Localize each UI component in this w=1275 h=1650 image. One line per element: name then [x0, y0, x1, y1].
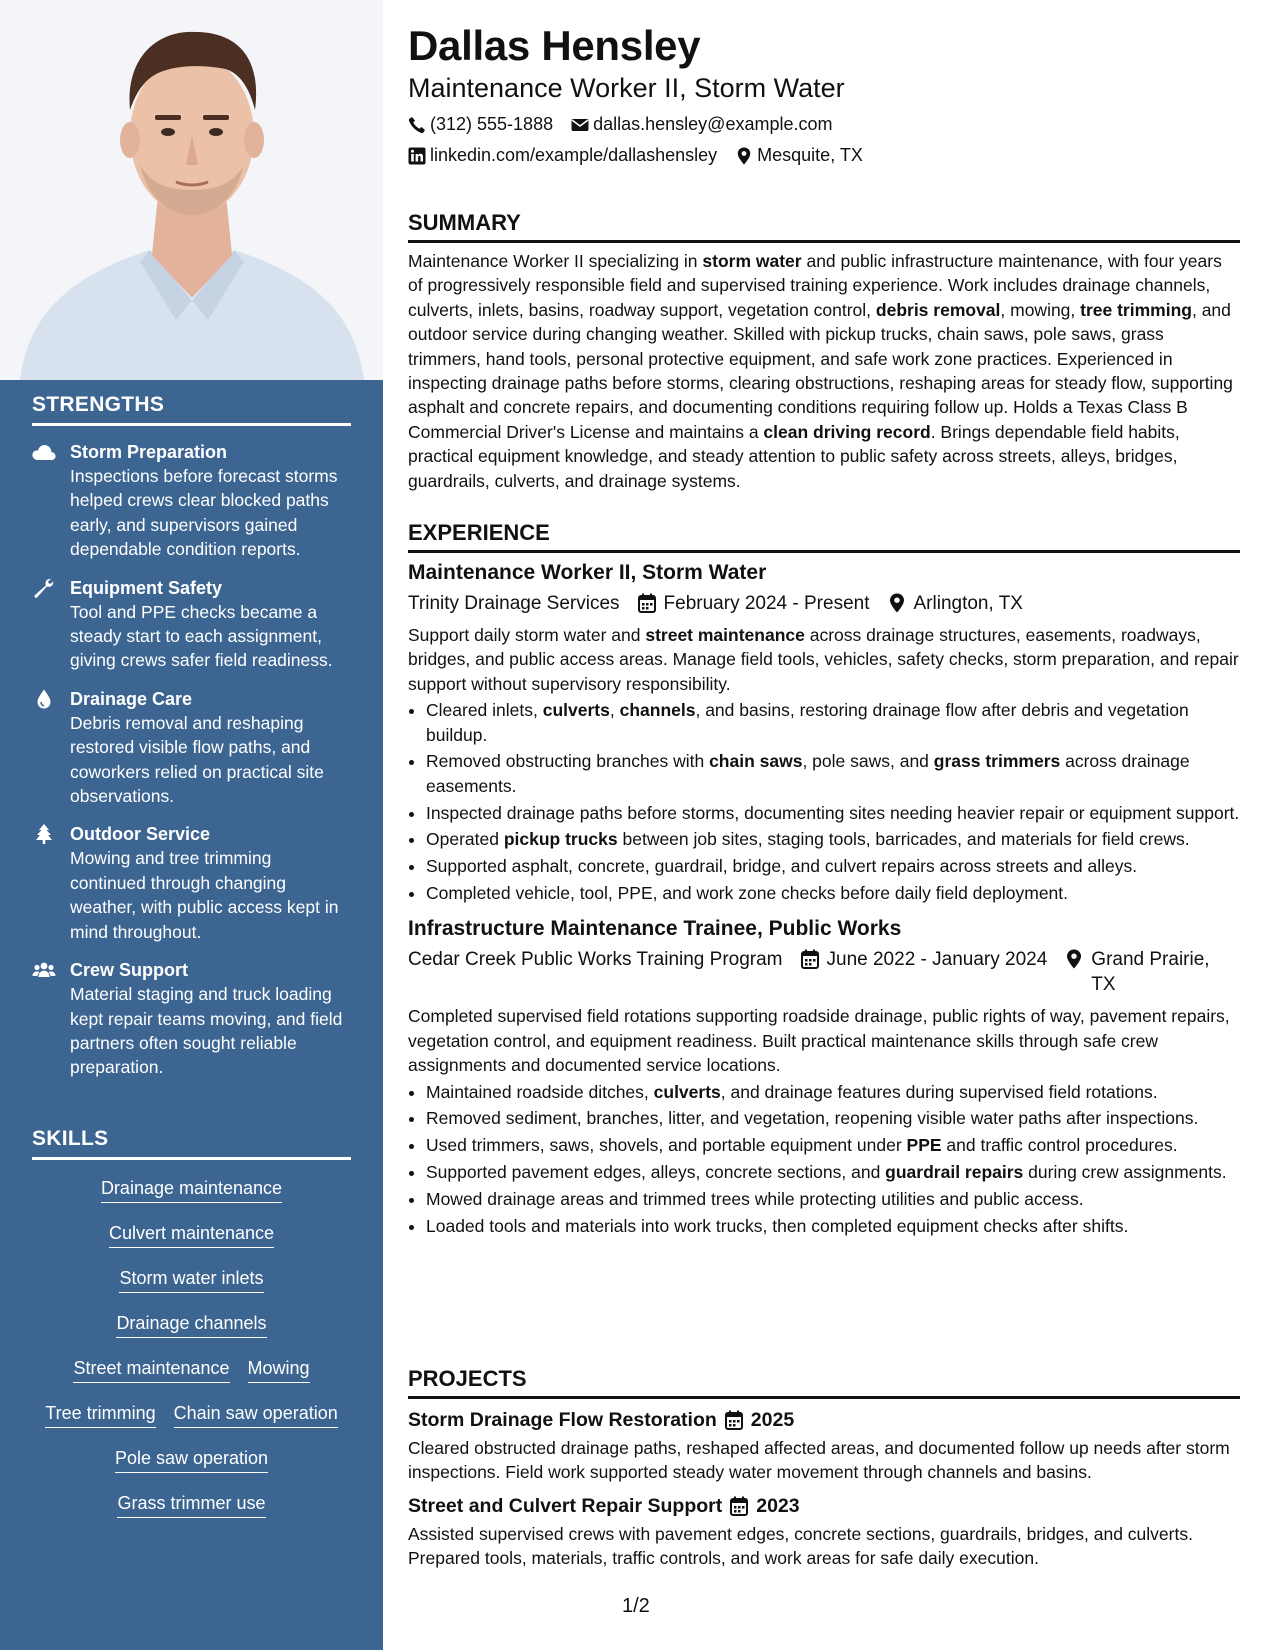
bullet-segment: Maintained roadside ditches,: [426, 1081, 654, 1102]
page-number: 1/2: [622, 1595, 650, 1617]
bullet-bold: PPE: [906, 1135, 942, 1156]
bullet-segment: Removed obstructing branches with: [426, 751, 710, 772]
summary-text-segment: , and outdoor service during changing weather. Skilled with pickup trucks, chain saws, pole saws, grass trimmers, hand tools, personal protective equipment, and safe work zone practices. Experienced in inspecting drainage paths before storms, clearing obstructions, reshaping areas for steady flow, supporting asphalt and concrete repairs, and documenting conditions requiring follow up. Holds a Texas Class B Commercial Driver's License and maintains a: [408, 299, 1233, 442]
skills-list: [32, 1168, 351, 1528]
calendar-icon: [638, 593, 656, 613]
skill-row: [32, 1303, 351, 1348]
skill-row: [32, 1258, 351, 1303]
skill-row: [32, 1168, 351, 1213]
bullet-segment: and traffic control procedures.: [941, 1135, 1178, 1156]
bullet-item: [426, 1106, 1240, 1130]
experience-title: EXPERIENCE: [408, 520, 1240, 553]
bullet-segment: , pole saws, and: [802, 751, 934, 772]
portrait-illustration: [0, 0, 383, 380]
job-meta: [408, 947, 1240, 997]
calendar-icon: [730, 1496, 748, 1516]
job-date-range: June 2022 - January 2024: [826, 949, 1048, 971]
skill-chip: Culvert maintenance: [109, 1221, 274, 1248]
bullet-item: [426, 1160, 1240, 1184]
summary-text: [408, 249, 1240, 493]
sidebar: [0, 0, 383, 1650]
bullet-bold: pickup trucks: [503, 829, 618, 850]
wrench-icon: [32, 578, 56, 598]
job-location-text: Arlington, TX: [913, 593, 1023, 614]
job-title: Infrastructure Maintenance Trainee, Public Works: [408, 917, 902, 941]
calendar-icon: [725, 1410, 743, 1430]
summary-text-bold: tree trimming: [1080, 299, 1192, 320]
strength-item: [32, 687, 351, 809]
summary-text-bold: clean driving record: [763, 421, 931, 442]
bullet-item: [426, 827, 1240, 851]
bullet-segment: Supported pavement edges, alleys, concrete sections, and: [426, 1162, 886, 1183]
bullet-bold: guardrail repairs: [885, 1162, 1024, 1183]
bullet-bold: grass trimmers: [933, 751, 1061, 772]
strengths-section: [32, 393, 351, 1080]
project-year: 2025: [750, 1409, 795, 1431]
summary-text-segment: , mowing,: [1000, 299, 1081, 320]
strength-title: Drainage Care: [70, 688, 193, 709]
strength-description: Tool and PPE checks became a steady start to each assignment, giving crews safer field readiness.: [70, 601, 333, 671]
bullet-item: [426, 749, 1240, 798]
job-location: [888, 591, 1023, 616]
bullet-segment: ,: [609, 700, 620, 721]
bullet-item: [426, 698, 1240, 747]
bullet-item: [426, 854, 1240, 878]
projects-title: PROJECTS: [408, 1366, 1240, 1399]
strength-item: [32, 958, 351, 1080]
bullet-segment: Completed vehicle, tool, PPE, and work zone checks before daily field deployment.: [426, 883, 1069, 904]
skill-chip: Mowing: [248, 1356, 310, 1383]
skill-chip: Drainage maintenance: [101, 1176, 282, 1203]
bullet-bold: channels: [619, 700, 696, 721]
strength-item: [32, 576, 351, 673]
skill-chip: Storm water inlets: [119, 1266, 263, 1293]
project-description: Assisted supervised crews with pavement edges, concrete sections, guardrails, bridges, and culverts. Prepared tools, materials, traffic controls, and work areas for safe daily execution.: [408, 1523, 1193, 1569]
summary-text-bold: debris removal: [875, 299, 1001, 320]
skill-chip: Chain saw operation: [174, 1401, 338, 1428]
skill-row: [32, 1213, 351, 1258]
skill-chip: Tree trimming: [45, 1401, 155, 1428]
summary-text-segment: Maintenance Worker II specializing in: [408, 251, 703, 271]
phone-icon: [408, 116, 426, 134]
job-description-bold: street maintenance: [645, 625, 805, 645]
strength-description: Debris removal and reshaping restored visible flow paths, and coworkers relied on practical site observations.: [70, 712, 324, 807]
project-name: Street and Culvert Repair Support: [408, 1494, 723, 1517]
droplet-icon: [32, 689, 56, 709]
company-name: Cedar Creek Public Works Training Program: [408, 949, 783, 971]
summary-section: [408, 210, 1240, 493]
bullet-segment: Removed sediment, branches, litter, and vegetation, reopening visible water paths after inspections.: [426, 1108, 1199, 1129]
bullet-item: [426, 1080, 1240, 1104]
project-entry: [408, 1493, 1240, 1571]
summary-text-segment: and public infrastructure maintenance, with four years of progressively responsible field and supervised training experience. Work includes drainage channels, culverts, inlets, basins, roadway support, vegetation control,: [408, 251, 1222, 320]
strength-description: Mowing and tree trimming continued through changing weather, with public access kept in mind throughout.: [70, 848, 339, 942]
job-description-segment: Completed supervised field rotations supporting roadside drainage, public rights of way, pavement repairs, vegetation control, and equipment readiness. Built practical maintenance skills through safe crew assignments and documented service locations.: [408, 1006, 1230, 1076]
company-name: Trinity Drainage Services: [408, 593, 620, 614]
job-dates: [638, 591, 870, 616]
job-dates: [801, 947, 1048, 972]
bullet-segment: Loaded tools and materials into work trucks, then completed equipment checks after shifts.: [426, 1215, 1129, 1236]
strength-title: Storm Preparation: [70, 442, 228, 462]
strengths-title: STRENGTHS: [32, 393, 351, 426]
projects-section: [408, 1366, 1240, 1571]
job-location-text: Grand Prairie, TX: [1091, 949, 1210, 996]
bullet-bold: culverts: [542, 700, 610, 721]
project-header: [408, 1407, 1240, 1433]
bullet-bold: chain saws: [709, 751, 803, 772]
job-date-range: February 2024 - Present: [663, 593, 870, 614]
candidate-title: Maintenance Worker II, Storm Water: [408, 73, 845, 103]
strength-item: [32, 440, 351, 562]
project-year: 2023: [756, 1494, 800, 1517]
skill-chip: Pole saw operation: [115, 1446, 268, 1473]
tree-icon: [32, 824, 56, 844]
bullet-item: [426, 1187, 1240, 1211]
skill-chip: Grass trimmer use: [117, 1491, 265, 1518]
project-description: Cleared obstructed drainage paths, reshaped affected areas, and documented follow up needs after storm inspections. Field work supported steady water movement through channels and basins.: [408, 1438, 1230, 1483]
strength-title: Crew Support: [70, 960, 189, 981]
profile-photo: [0, 0, 383, 380]
bullet-segment: Supported asphalt, concrete, guardrail, bridge, and culvert repairs across streets and alleys.: [426, 856, 1138, 877]
bullet-segment: , and drainage features during supervised field rotations.: [720, 1081, 1158, 1102]
job-company: [408, 591, 620, 616]
job-description-segment: Support daily storm water and: [408, 625, 646, 645]
strength-title: Outdoor Service: [70, 824, 211, 845]
bullet-segment: Operated: [426, 829, 504, 850]
contact-row-1: [408, 114, 832, 135]
bullet-bold: culverts: [653, 1081, 721, 1102]
summary-text-bold: storm water: [702, 251, 802, 271]
email-contact: [571, 114, 832, 135]
linkedin-contact: [408, 145, 717, 166]
map-pin-icon: [735, 147, 753, 165]
job-location: [1065, 947, 1213, 997]
strength-item: [32, 822, 351, 944]
map-pin-icon: [888, 593, 906, 613]
bullet-segment: Inspected drainage paths before storms, documenting sites needing heavier repair or equipment support.: [426, 802, 1240, 823]
users-icon: [32, 960, 56, 980]
phone-number[interactable]: (312) 555-1888: [430, 114, 554, 134]
skill-row: [32, 1483, 351, 1528]
job-title: Maintenance Worker II, Storm Water: [408, 561, 767, 584]
skill-row: [32, 1438, 351, 1483]
email-address[interactable]: dallas.hensley@example.com: [593, 114, 833, 134]
job-bullets: [408, 1080, 1240, 1238]
bullet-item: [426, 1214, 1240, 1238]
job-company: [408, 947, 783, 972]
skills-title: SKILLS: [32, 1127, 351, 1160]
bullet-segment: Mowed drainage areas and trimmed trees while protecting utilities and public access.: [426, 1188, 1084, 1209]
job-bullets: [408, 698, 1240, 905]
job-meta: [408, 591, 1240, 616]
bullet-item: [426, 801, 1240, 825]
bullet-segment: between job sites, staging tools, barricades, and materials for field crews.: [617, 829, 1190, 850]
job-entry: [408, 915, 1240, 1238]
project-header: [408, 1493, 1240, 1519]
job-description: [408, 1004, 1240, 1077]
strength-title: Equipment Safety: [70, 577, 223, 598]
location-contact: [735, 145, 863, 166]
contact-row-2: [408, 145, 863, 166]
summary-text-segment: . Brings dependable field habits, practical equipment knowledge, and steady attention to public safety across streets, alleys, bridges, guardrails, culverts, and drainage systems.: [408, 421, 1180, 491]
bullet-segment: Cleared inlets,: [426, 700, 543, 721]
strength-description: Inspections before forecast storms helped crews clear blocked paths early, and supervisors gained dependable condition reports.: [70, 466, 338, 560]
linkedin-icon: [408, 147, 426, 165]
summary-title: SUMMARY: [408, 210, 1240, 243]
calendar-icon: [801, 949, 819, 969]
skill-row: [32, 1393, 351, 1438]
bullet-item: [426, 881, 1240, 905]
job-entry: [408, 559, 1240, 905]
candidate-name: Dallas Hensley: [408, 22, 701, 69]
job-description-segment: across drainage structures, easements, roadways, bridges, and public access areas. Manage field tools, vehicles, safety checks, storm preparation, and repair support without supervisory responsibility.: [408, 625, 1239, 694]
skill-chip: Street maintenance: [73, 1356, 229, 1383]
map-pin-icon: [1065, 949, 1083, 969]
skill-chip: Drainage channels: [116, 1311, 266, 1338]
skills-section: [32, 1127, 351, 1528]
bullet-segment: during crew assignments.: [1023, 1162, 1227, 1183]
bullet-item: [426, 1133, 1240, 1157]
envelope-icon: [571, 116, 589, 134]
bullet-segment: across drainage easements.: [426, 751, 1190, 796]
bullet-segment: Used trimmers, saws, shovels, and portable equipment under: [426, 1135, 907, 1156]
project-entry: [408, 1407, 1240, 1485]
linkedin-link[interactable]: linkedin.com/example/dallashensley: [430, 145, 718, 165]
strength-description: Material staging and truck loading kept repair teams moving, and field partners often sought reliable preparation.: [70, 984, 343, 1078]
project-name: Storm Drainage Flow Restoration: [408, 1409, 717, 1431]
bullet-segment: , and basins, restoring drainage flow after debris and vegetation buildup.: [426, 700, 1189, 745]
cloud-icon: [32, 442, 56, 462]
experience-section: [408, 520, 1240, 1240]
skill-row: [32, 1348, 351, 1393]
phone-contact: [408, 114, 553, 135]
job-description: [408, 623, 1240, 696]
location-text: Mesquite, TX: [757, 145, 863, 165]
